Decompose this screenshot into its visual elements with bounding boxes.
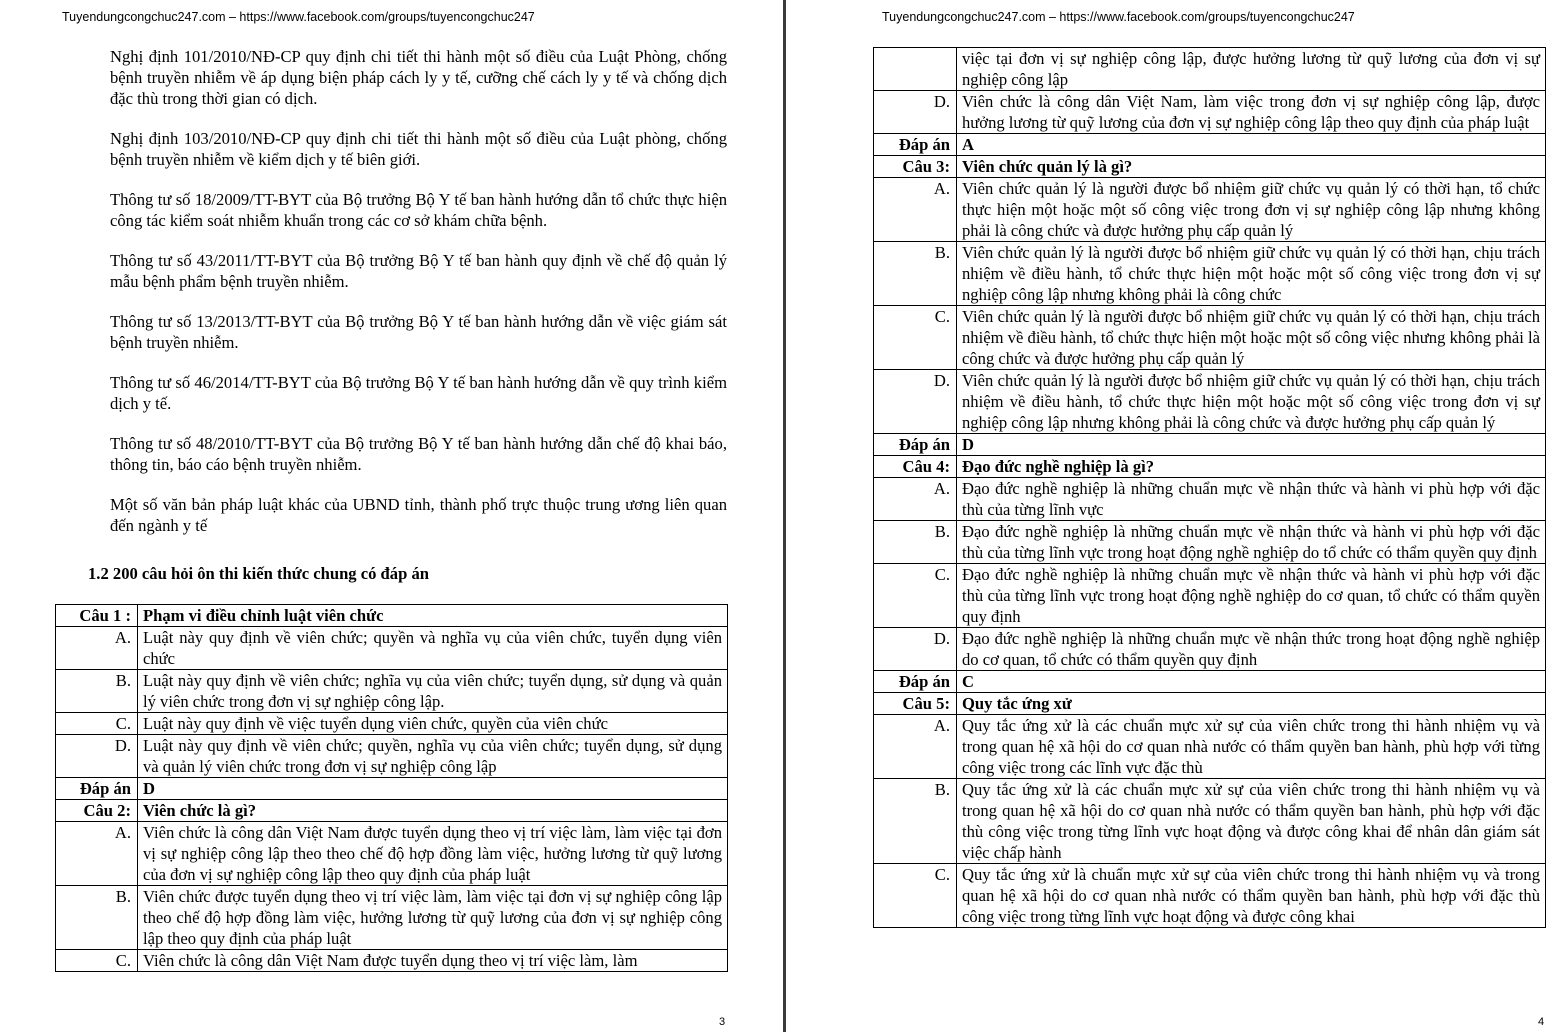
option-text: Quy tắc ứng xử là các chuẩn mực xử sự của viên chức trong thi hành nhiệm vụ và trong quan hệ xã hội do cơ quan nhà nước có thẩm quyền ban hành, phù hợp với đặc thù công việc trong từng lĩnh vực hoạt động và được công khai để nhân dân giám sát việc chấp hành	[957, 779, 1546, 864]
option-label: D.	[874, 628, 957, 671]
page-number: 3	[719, 1016, 726, 1028]
option-label: B.	[874, 242, 957, 306]
body-paragraph: Thông tư số 18/2009/TT-BYT của Bộ trưởng Bộ Y tế ban hành hướng dẫn tổ chức thực hiện công tác kiểm soát nhiễm khuẩn trong các cơ sở khám chữa bệnh.	[110, 190, 727, 230]
page-content	[786, 0, 1566, 1005]
question-label: Câu 2:	[56, 800, 138, 822]
option-label: A.	[874, 478, 957, 521]
option-text: Quy tắc ứng xử là chuẩn mực xử sự của viên chức trong thi hành nhiệm vụ và trong quan hệ xã hội do cơ quan nhà nước có thẩm quyền ban hành, phù hợp với đặc thù công việc trong từng lĩnh vực hoạt động và được công khai	[957, 864, 1546, 928]
option-label: D.	[874, 91, 957, 134]
body-paragraph: Thông tư số 43/2011/TT-BYT của Bộ trưởng Bộ Y tế ban hành quy định về chế độ quản lý mẫu bệnh phẩm bệnh truyền nhiễm.	[110, 251, 727, 291]
answer-label: Đáp án	[874, 134, 957, 156]
option-row	[874, 306, 1546, 370]
option-label: C.	[874, 306, 957, 370]
option-row	[874, 628, 1546, 671]
page-header: Tuyendungcongchuc247.com – https://www.facebook.com/groups/tuyencongchuc247	[882, 10, 1355, 24]
answer-label: Đáp án	[874, 434, 957, 456]
body-text	[110, 46, 727, 555]
option-label: D.	[56, 735, 138, 778]
question-label: Câu 3:	[874, 156, 957, 178]
option-label: C.	[874, 864, 957, 928]
option-row	[56, 670, 728, 713]
option-row	[874, 370, 1546, 434]
option-row	[874, 478, 1546, 521]
option-label: B.	[874, 779, 957, 864]
answer-value: D	[957, 434, 1546, 456]
option-row	[874, 242, 1546, 306]
option-row	[56, 713, 728, 735]
option-row	[874, 521, 1546, 564]
question-text: Viên chức là gì?	[138, 800, 728, 822]
option-label: B.	[56, 670, 138, 713]
option-label: C.	[874, 564, 957, 628]
page-header: Tuyendungcongchuc247.com – https://www.facebook.com/groups/tuyencongchuc247	[62, 10, 535, 24]
option-text: Viên chức là công dân Việt Nam được tuyển dụng theo vị trí việc làm, làm	[138, 950, 728, 972]
answer-row	[56, 778, 728, 800]
page-number: 4	[1538, 1016, 1545, 1028]
option-text: Viên chức là công dân Việt Nam được tuyển dụng theo vị trí việc làm, làm việc tại đơn vị sự nghiệp công lập theo theo chế độ hợp đồng làm việc, hưởng lương từ quỹ lương của đơn vị sự nghiệp công lập theo quy định của pháp luật	[138, 822, 728, 886]
option-row	[874, 715, 1546, 779]
option-label: C.	[56, 713, 138, 735]
question-text: Phạm vi điều chỉnh luật viên chức	[138, 605, 728, 627]
question-row	[56, 800, 728, 822]
option-row	[56, 822, 728, 886]
answer-row	[874, 434, 1546, 456]
option-label: B.	[56, 886, 138, 950]
answer-row	[874, 134, 1546, 156]
document-page-right	[786, 0, 1566, 1032]
body-paragraph: Nghị định 103/2010/NĐ-CP quy định chi tiết thi hành một số điều của Luật phòng, chống bệnh truyền nhiễm về kiểm dịch y tế biên giới.	[110, 129, 727, 169]
option-row	[874, 779, 1546, 864]
option-label	[874, 48, 957, 91]
question-label: Câu 5:	[874, 693, 957, 715]
body-paragraph: Thông tư số 48/2010/TT-BYT của Bộ trưởng Bộ Y tế ban hành hướng dẫn chế độ khai báo, thông tin, báo cáo bệnh truyền nhiễm.	[110, 434, 727, 474]
option-label: A.	[874, 178, 957, 242]
question-row	[874, 156, 1546, 178]
option-text: Quy tắc ứng xử là các chuẩn mực xử sự của viên chức trong thi hành nhiệm vụ và trong quan hệ xã hội do cơ quan nhà nước có thẩm quyền ban hành, phù hợp với từng công việc trong các lĩnh vực đặc thù	[957, 715, 1546, 779]
page-content	[0, 0, 783, 1000]
question-row	[874, 456, 1546, 478]
option-row	[874, 48, 1546, 91]
section-heading: 1.2 200 câu hỏi ôn thi kiến thức chung có đáp án	[88, 564, 429, 583]
answer-value: C	[957, 671, 1546, 693]
option-text: Viên chức quản lý là người được bổ nhiệm giữ chức vụ quản lý có thời hạn, chịu trách nhiệm về điều hành, tổ chức thực hiện một hoặc một số công việc trong đơn vị sự nghiệp công lập nhưng không phải là công chức và được hưởng phụ cấp quản lý	[957, 370, 1546, 434]
option-row	[874, 178, 1546, 242]
body-paragraph: Một số văn bản pháp luật khác của UBND tỉnh, thành phố trực thuộc trung ương liên quan đến ngành y tế	[110, 495, 727, 535]
body-paragraph: Thông tư số 13/2013/TT-BYT của Bộ trưởng Bộ Y tế ban hành hướng dẫn về việc giám sát bệnh truyền nhiễm.	[110, 312, 727, 352]
option-text: Luật này quy định về viên chức; quyền, nghĩa vụ của viên chức; tuyển dụng, sử dụng và quản lý viên chức trong đơn vị sự nghiệp công lập	[138, 735, 728, 778]
option-text: Viên chức quản lý là người được bổ nhiệm giữ chức vụ quản lý có thời hạn, tổ chức thực hiện một hoặc một số công việc trong đơn vị sự nghiệp công lập nhưng không phải là công chức và được hưởng phụ cấp quản lý	[957, 178, 1546, 242]
option-row	[874, 864, 1546, 928]
option-label: C.	[56, 950, 138, 972]
answer-value: D	[138, 778, 728, 800]
option-label: D.	[874, 370, 957, 434]
question-label: Câu 1 :	[56, 605, 138, 627]
option-row	[874, 564, 1546, 628]
option-text: Luật này quy định về việc tuyển dụng viên chức, quyền của viên chức	[138, 713, 728, 735]
option-row	[56, 950, 728, 972]
option-text: Viên chức quản lý là người được bổ nhiệm giữ chức vụ quản lý có thời hạn, chịu trách nhiệm về điều hành, tổ chức thực hiện một hoặc một số công việc nhưng không phải là công chức và được hưởng phụ cấp quản lý	[957, 306, 1546, 370]
qa-table	[55, 604, 728, 972]
body-paragraph: Nghị định 101/2010/NĐ-CP quy định chi tiết thi hành một số điều của Luật Phòng, chống bệnh truyền nhiễm về áp dụng biện pháp cách ly y tế, cưỡng chế cách ly y tế và chống dịch đặc thù trong thời gian có dịch.	[110, 47, 727, 108]
question-row	[56, 605, 728, 627]
option-label: A.	[56, 822, 138, 886]
question-label: Câu 4:	[874, 456, 957, 478]
option-row	[56, 886, 728, 950]
option-text: Đạo đức nghề nghiệp là những chuẩn mực về nhận thức và hành vi phù hợp với đặc thù của từng lĩnh vực trong hoạt động nghề nghiệp do cơ quan, tổ chức có thẩm quyền quy định	[957, 564, 1546, 628]
qa-table	[873, 47, 1546, 928]
option-row	[56, 735, 728, 778]
option-text: Viên chức là công dân Việt Nam, làm việc trong đơn vị sự nghiệp công lập, được hưởng lương từ quỹ lương của đơn vị sự nghiệp công lập theo quy định của pháp luật	[957, 91, 1546, 134]
answer-label: Đáp án	[56, 778, 138, 800]
question-text: Quy tắc ứng xử	[957, 693, 1546, 715]
answer-label: Đáp án	[874, 671, 957, 693]
answer-value: A	[957, 134, 1546, 156]
option-text: Đạo đức nghề nghiệp là những chuẩn mực về nhận thức và hành vi phù hợp với đặc thù của từng lĩnh vực	[957, 478, 1546, 521]
option-text: Đạo đức nghề nghiệp là những chuẩn mực về nhận thức và hành vi phù hợp với đặc thù của từng lĩnh vực trong hoạt động nghề nghiệp do tổ chức có thẩm quyền quy định	[957, 521, 1546, 564]
option-row	[874, 91, 1546, 134]
question-row	[874, 693, 1546, 715]
option-label: B.	[874, 521, 957, 564]
option-row	[56, 627, 728, 670]
option-text: Viên chức được tuyển dụng theo vị trí việc làm, làm việc tại đơn vị sự nghiệp công lập theo chế độ hợp đồng làm việc, hưởng lương từ quỹ lương của đơn vị sự nghiệp công lập theo quy định của pháp luật	[138, 886, 728, 950]
option-text: việc tại đơn vị sự nghiệp công lập, được hưởng lương từ quỹ lương của đơn vị sự nghiệp công lập	[957, 48, 1546, 91]
option-label: A.	[874, 715, 957, 779]
option-text: Viên chức quản lý là người được bổ nhiệm giữ chức vụ quản lý có thời hạn, chịu trách nhiệm về điều hành, tổ chức thực hiện một hoặc một số công việc trong đơn vị sự nghiệp công lập nhưng không phải là công chức	[957, 242, 1546, 306]
body-paragraph: Thông tư số 46/2014/TT-BYT của Bộ trưởng Bộ Y tế ban hành hướng dẫn về quy trình kiểm dịch y tế.	[110, 373, 727, 413]
answer-row	[874, 671, 1546, 693]
option-text: Luật này quy định về viên chức; quyền và nghĩa vụ của viên chức, tuyển dụng viên chức	[138, 627, 728, 670]
question-text: Viên chức quản lý là gì?	[957, 156, 1546, 178]
option-label: A.	[56, 627, 138, 670]
option-text: Luật này quy định về viên chức; nghĩa vụ của viên chức; tuyển dụng, sử dụng và quản lý viên chức trong đơn vị sự nghiệp công lập.	[138, 670, 728, 713]
question-text: Đạo đức nghề nghiệp là gì?	[957, 456, 1546, 478]
option-text: Đạo đức nghề nghiệp là những chuẩn mực về nhận thức trong hoạt động nghề nghiệp do cơ quan, tổ chức có thẩm quyền quy định	[957, 628, 1546, 671]
